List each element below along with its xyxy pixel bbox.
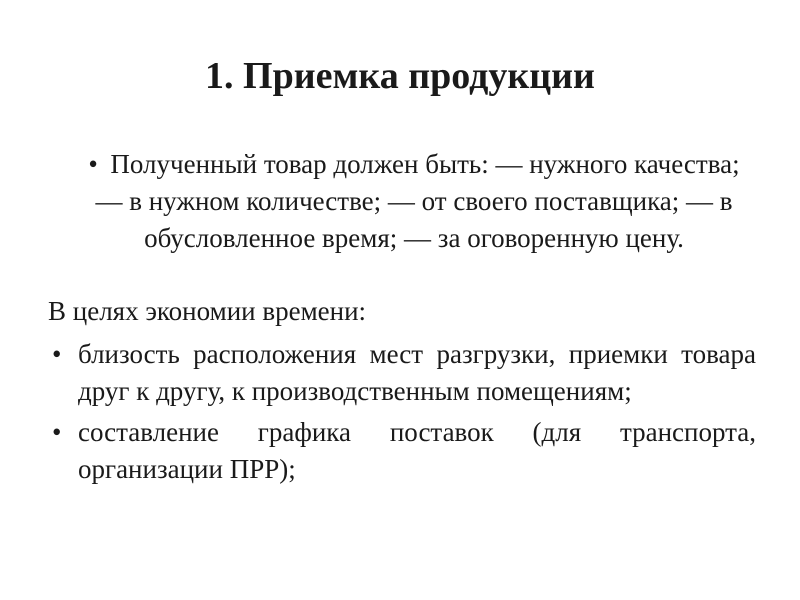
- slide-title: 1. Приемка продукции: [205, 55, 595, 97]
- section-intro: В целях экономии времени:: [48, 296, 367, 326]
- bullet-icon: •: [52, 339, 62, 369]
- requirements-text: Полученный товар должен быть: — нужного качества;— в нужном количестве; — от своего поставщика; — в обусловленное время; — за оговоренную цену.: [95, 149, 740, 253]
- list-item: [48, 336, 756, 410]
- bullet-list: [48, 336, 756, 492]
- list-item: [48, 414, 756, 488]
- bullet-icon: •: [52, 417, 62, 447]
- list-item-text: составление графика поставок (для транспорта, организации ПРР);: [78, 417, 756, 484]
- list-item-text: близость расположения мест разгрузки, приемки товара друг к другу, к производственным помещениям;: [78, 339, 756, 406]
- bullet-icon: •: [88, 149, 98, 179]
- requirements-bullet: [76, 146, 752, 257]
